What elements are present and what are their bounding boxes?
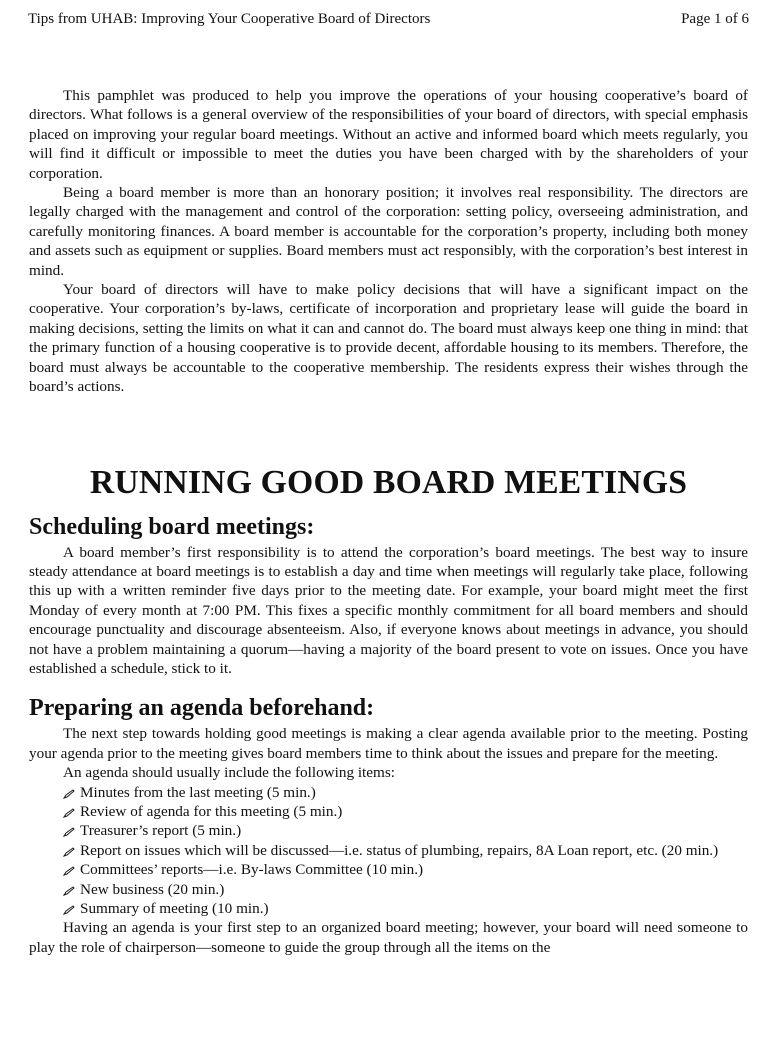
- list-item: [63, 880, 748, 899]
- agenda-item-text: Report on issues which will be discussed—i.e. status of plumbing, repairs, 8A Loan report, etc. (20 min.): [80, 841, 719, 859]
- intro-paragraph-2: Being a board member is more than an honorary position; it involves real responsibility. The directors are legally charged with the management and control of the corporation: setting policy, overseeing administration, and carefully monitoring finances. A board member is accountable for the corporation’s property, including both money and assets such as equipment or supplies. Board members must act responsibly, with the corporation’s best interest in mind.: [29, 184, 748, 279]
- pencil-icon: [63, 905, 75, 915]
- main-title: RUNNING GOOD BOARD MEETINGS: [89, 463, 688, 501]
- agenda-paragraph-2: An agenda should usually include the following items:: [63, 764, 395, 782]
- pencil-icon: [63, 789, 75, 799]
- list-item: [63, 802, 748, 821]
- header-title: Tips from UHAB: Improving Your Cooperative Board of Directors: [28, 11, 431, 27]
- pencil-icon: [63, 808, 75, 818]
- pencil-icon: [63, 866, 75, 876]
- running-header: [28, 10, 749, 30]
- agenda-item-text: Committees’ reports—i.e. By-laws Committee (10 min.): [80, 861, 424, 879]
- agenda-paragraph-3: Having an agenda is your first step to an organized board meeting; however, your board will need someone to play the role of chairperson—someone to guide the group through all the items on the: [29, 919, 748, 956]
- list-item: [63, 860, 748, 879]
- list-item: [63, 899, 748, 918]
- intro-section: [29, 86, 748, 397]
- agenda-paragraph-1: The next step towards holding good meetings is making a clear agenda available prior to the meeting. Posting your agenda prior to the meeting gives board members time to think about the issues and prepare for the meeting.: [29, 725, 748, 762]
- pencil-icon: [63, 847, 75, 857]
- list-item: [63, 821, 748, 840]
- agenda-item-text: Treasurer’s report (5 min.): [80, 822, 242, 840]
- agenda-item-text: New business (20 min.): [80, 880, 225, 898]
- intro-paragraph-1: This pamphlet was produced to help you improve the operations of your housing cooperative’s board of directors. What follows is a general overview of the responsibilities of your board of directors, with special emphasis placed on improving your regular board meetings. Without an active and informed board which meets regularly, you will find it difficult or impossible to meet the duties you have been charged with by the shareholders of your corporation.: [29, 87, 748, 182]
- agenda-item-text: Minutes from the last meeting (5 min.): [80, 783, 316, 801]
- scheduling-heading: Scheduling board meetings:: [29, 513, 315, 540]
- document-body: [29, 86, 748, 957]
- list-item: [63, 783, 748, 802]
- intro-paragraph-3: Your board of directors will have to make policy decisions that will have a significant impact on the cooperative. Your corporation’s by-laws, certificate of incorporation and proprietary lease will guide the board in making decisions, setting the limits on what it can and cannot do. The board must always keep one thing in mind: that the primary function of a housing cooperative is to provide decent, affordable housing to its members. Therefore, the board must always be accountable to the cooperative membership. The residents express their wishes through the board’s actions.: [29, 281, 748, 396]
- agenda-item-text: Review of agenda for this meeting (5 min.): [80, 802, 343, 820]
- agenda-heading: Preparing an agenda beforehand:: [29, 695, 375, 722]
- scheduling-paragraph: A board member’s first responsibility is to attend the corporation’s board meetings. The best way to insure steady attendance at board meetings is to establish a day and time when meetings will regularly take place, following this up with a written reminder five days prior to the meeting date. For example, your board might meet the first Monday of every month at 7:00 PM. This fixes a specific monthly commitment for all board members and should encourage punctuality and discourage absenteeism. Also, if everyone knows about meetings in advance, you should not have a problem maintaining a quorum—having a majority of the board present to vote on issues. Once you have established a schedule, stick to it.: [29, 543, 748, 677]
- page-number: Page 1 of 6: [681, 11, 749, 27]
- list-item: [63, 841, 748, 860]
- agenda-item-text: Summary of meeting (10 min.): [80, 900, 269, 917]
- agenda-items-list: [29, 783, 748, 919]
- pencil-icon: [63, 886, 75, 896]
- pencil-icon: [63, 827, 75, 837]
